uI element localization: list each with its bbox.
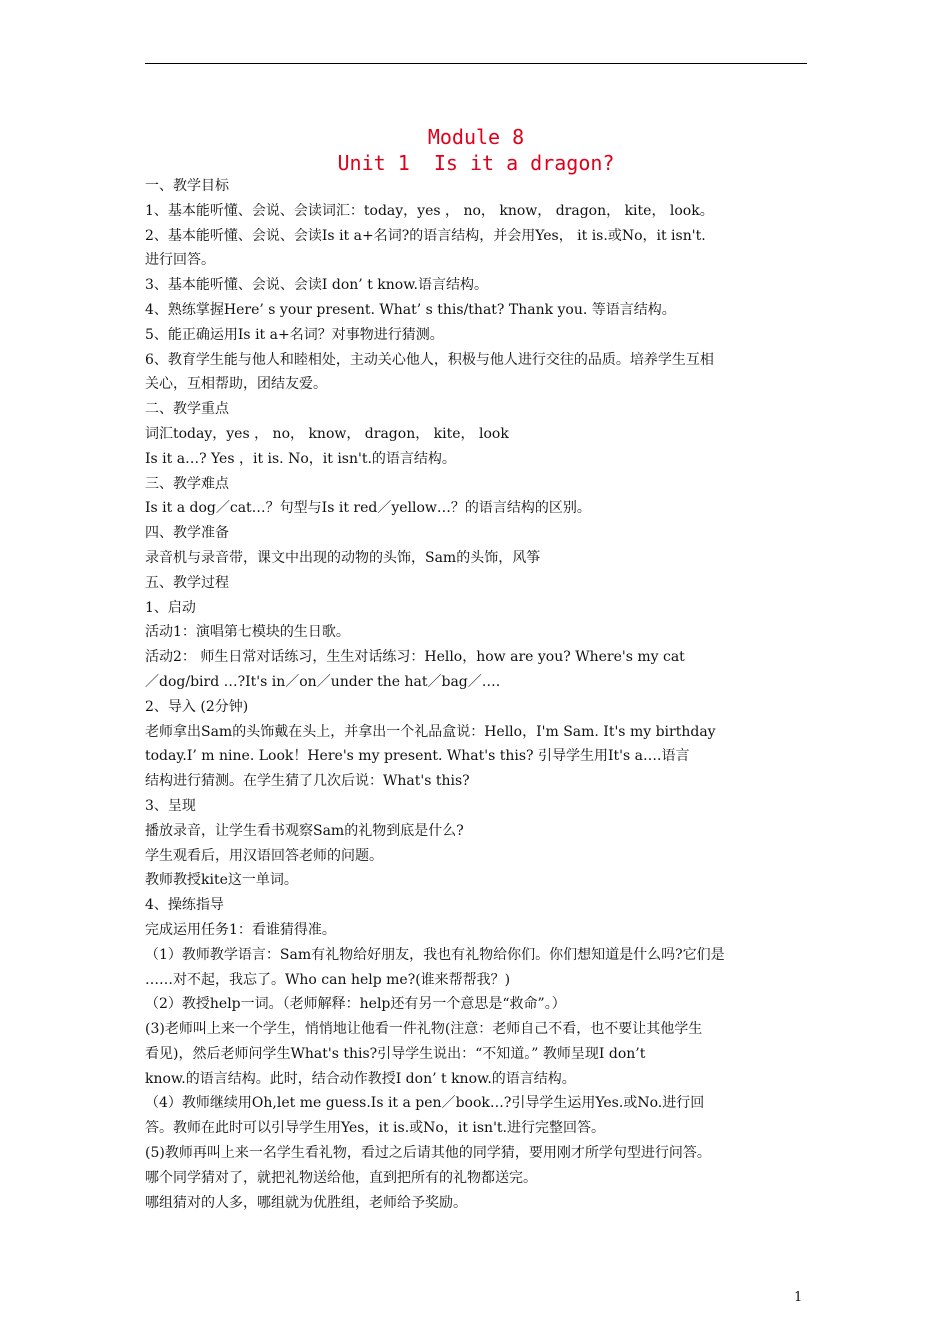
document-line: 三、教学难点 bbox=[145, 475, 229, 492]
document-line: （4）教师继续用Oh,let me guess.Is it a pen／book…?引导学生运用Yes.或No.进行回 bbox=[145, 1095, 705, 1112]
document-line: 6、教育学生能与他人和睦相处，主动关心他人，积极与他人进行交往的品质。培养学生互相 bbox=[145, 351, 714, 368]
document-line: 2、基本能听懂、会说、会读Is it a+名词?的语言结构，并会用Yes， it is.或No，it isn't. bbox=[145, 227, 706, 244]
document-line: 1、基本能听懂、会说、会读词汇：today，yes ， no， know， dragon， kite， look。 bbox=[145, 202, 714, 219]
unit-title: Unit 1 Is it a dragon? bbox=[337, 151, 615, 175]
document-line: 四、教学准备 bbox=[145, 525, 229, 542]
document-line: Is it a dog／cat…？句型与Is it red／yellow…？的语言结构的区别。 bbox=[145, 500, 591, 517]
document-line: today.I’ m nine. Look！Here's my present. What's this? 引导学生用It's a….语言 bbox=[145, 748, 690, 765]
document-line: Is it a…? Yes ，it is. No，it isn't.的语言结构。 bbox=[145, 450, 456, 467]
document-line: 3、呈现 bbox=[145, 797, 196, 814]
module-title: Module 8 bbox=[427, 125, 525, 149]
document-line: 结构进行猜测。在学生猜了几次后说：What's this? bbox=[145, 773, 470, 790]
document-body bbox=[145, 174, 809, 1215]
document-line: 教师教授kite这一单词。 bbox=[145, 872, 298, 889]
document-line: (3)老师叫上来一个学生，悄悄地让他看一件礼物(注意：老师自己不看，也不要让其他学生 bbox=[145, 1021, 703, 1038]
document-line: 五、教学过程 bbox=[145, 574, 229, 591]
document-line: 关心，互相帮助，团结友爱。 bbox=[145, 376, 327, 393]
document-line: 看见)，然后老师问学生What's this?引导学生说出：“不知道。” 教师呈现I don’t bbox=[145, 1045, 646, 1062]
document-line: 词汇today，yes ， no， know， dragon， kite， look bbox=[145, 425, 509, 442]
document-line: 1、启动 bbox=[145, 599, 196, 616]
document-line: 哪个同学猜对了，就把礼物送给他，直到把所有的礼物都送完。 bbox=[145, 1169, 537, 1186]
document-line: 一、教学目标 bbox=[145, 178, 229, 194]
document-line: 学生观看后，用汉语回答老师的问题。 bbox=[145, 847, 383, 864]
document-line: ／dog/bird …?It's in／on／under the hat／bag／…. bbox=[145, 673, 501, 690]
document-line: 完成运用任务1：看谁猜得准。 bbox=[145, 921, 336, 938]
document-line: 哪组猜对的人多，哪组就为优胜组，老师给予奖励。 bbox=[145, 1194, 467, 1211]
document-line: 5、能正确运用Is it a+名词？对事物进行猜测。 bbox=[145, 326, 444, 343]
document-line: 4、操练指导 bbox=[145, 897, 224, 914]
header-rule bbox=[145, 63, 807, 64]
document-line: (5)教师再叫上来一名学生看礼物，看过之后请其他的同学猜，要用刚才所学句型进行问答。 bbox=[145, 1145, 711, 1162]
document-line: 活动1：演唱第七模块的生日歌。 bbox=[145, 624, 350, 641]
document-line: 进行回答。 bbox=[145, 252, 215, 269]
document-line: 老师拿出Sam的头饰戴在头上，并拿出一个礼品盒说：Hello，I'm Sam. It's my birthday bbox=[145, 723, 716, 740]
document-line: 4、熟练掌握Here’ s your present. What’ s this/that? Thank you. 等语言结构。 bbox=[145, 301, 676, 318]
document-line: 活动2： 师生日常对话练习，生生对话练习：Hello，how are you? Where's my cat bbox=[145, 649, 685, 666]
document-line: （1）教师教学语言：Sam有礼物给好朋友，我也有礼物给你们。你们想知道是什么吗?它们是 bbox=[145, 946, 725, 963]
document-line: （2）教授help一词。（老师解释：help还有另一个意思是“救命”。） bbox=[145, 996, 566, 1013]
document-line: ……对不起，我忘了。Who can help me?(谁来帮帮我？) bbox=[145, 971, 511, 988]
document-line: 答。教师在此时可以引导学生用Yes，it is.或No，it isn't.进行完整回答。 bbox=[145, 1120, 605, 1137]
document-line: 3、基本能听懂、会说、会读I don’ t know.语言结构。 bbox=[145, 277, 488, 294]
page-number: 1 bbox=[794, 1290, 803, 1305]
document-line: know.的语言结构。此时，结合动作教授I don’ t know.的语言结构。 bbox=[145, 1070, 576, 1087]
document-line: 录音机与录音带，课文中出现的动物的头饰，Sam的头饰，风筝 bbox=[145, 549, 541, 566]
document-line: 二、教学重点 bbox=[145, 401, 229, 418]
document-line: 2、导入 (2分钟) bbox=[145, 698, 249, 715]
document-line: 播放录音，让学生看书观察Sam的礼物到底是什么? bbox=[145, 822, 464, 839]
